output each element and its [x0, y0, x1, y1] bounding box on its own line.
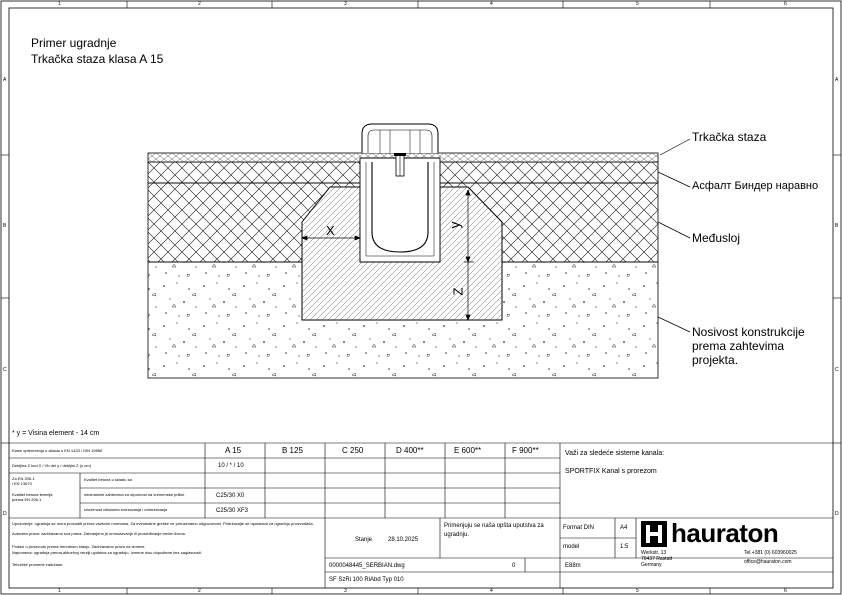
- note-technical-changes: Tehničke promene zadržane.: [12, 562, 64, 567]
- sheet-code: E88m: [565, 563, 581, 569]
- stanje-label: Stanje: [355, 537, 373, 543]
- standard-label-a: Za EN 206-1: [12, 476, 35, 481]
- system-name: SPORTFIX Kanal s prorezom: [565, 468, 657, 475]
- phone: Tel.+381 (0) 603960025: [744, 550, 797, 556]
- quality-sublabel-2: minimalnim zahtevima za otpornost na vremenske prilike: [84, 492, 185, 497]
- format-value: A4: [620, 525, 628, 531]
- quality-sublabel-3: Izloženost ciklusima smrzavanja i odmrzavanja: [84, 507, 168, 512]
- product-code: SF SzRi 100 RiAbd Typ 010: [329, 577, 404, 583]
- load-class-b125: B 125: [282, 446, 303, 455]
- address-line-2: 76437 Rastatt: [641, 556, 673, 562]
- address-line-3: Germany: [641, 562, 662, 568]
- col-number-2-bottom: 2: [198, 588, 201, 594]
- row-letter-b: B: [3, 223, 7, 229]
- load-class-c250: C 250: [342, 446, 364, 455]
- drawing-title: Primer ugradnje: [31, 36, 117, 50]
- col-number-1: 1: [58, 1, 61, 7]
- col-number-3: 3: [344, 1, 347, 7]
- file-name: 0000048445_SERBIAN.dwg: [329, 563, 405, 569]
- row-letter-a-right: A: [835, 77, 839, 83]
- col-number-5: 5: [636, 1, 639, 7]
- col-number-1-bottom: 1: [58, 588, 61, 594]
- callout-interlayer: Međusloj: [692, 231, 741, 245]
- footnote: * y = Visina element - 14 cm: [12, 430, 100, 437]
- note-product-data: Podaci o proizvodu prema trenutnom stanju. Zadržavamo pravo na izmene.: [12, 544, 146, 549]
- load-class-d400: D 400**: [396, 446, 424, 455]
- row-letter-b-right: B: [835, 223, 839, 229]
- col-number-2: 2: [198, 1, 201, 7]
- drawing-subtitle: Trkačka staza klasa A 15: [31, 52, 164, 66]
- col-number-5-bottom: 5: [636, 588, 639, 594]
- company-name: hauraton: [671, 518, 779, 548]
- thickness-row-label: Debljina Z kod X / Vb del y / debljini Z (u cm): [12, 463, 91, 468]
- row-letter-c: C: [3, 367, 7, 373]
- callout-subsoil-2: prema zahtevima: [692, 339, 785, 353]
- col-number-6: 6: [784, 1, 787, 7]
- callout-running-track: Trkačka staza: [692, 130, 767, 144]
- callout-subsoil-3: projekta.: [692, 353, 739, 367]
- email: office@hauraton.com: [744, 559, 792, 565]
- row-letter-d: D: [3, 511, 7, 517]
- system-heading: Važi za sledeće sisteme kanala:: [565, 450, 665, 457]
- thickness-row-value: 10 / * / 10: [218, 463, 244, 469]
- load-class-a15: A 15: [225, 446, 242, 455]
- format-label: Format DIN: [563, 525, 595, 531]
- concrete-quality-label: Kvalitet betona temelja: [12, 492, 53, 497]
- hauraton-logo-icon: [641, 521, 667, 547]
- row-letter-a: A: [3, 77, 7, 83]
- callout-subsoil-1: Nosivost konstrukcije: [692, 325, 805, 339]
- model-value: 1:5: [620, 544, 629, 550]
- standard-label-b: i EN 13670: [12, 481, 32, 486]
- note-installation: Napomena: ugradnja prema aktuelnoj verziji uputstva za ugradnju. Izmene nisu dopuštene bez saglasnosti.: [12, 550, 202, 555]
- note-copyright: Autorska prava: zadržavamo sva prava. Zabranjeno je umnožavanje ili prosleđivanje trećim licima.: [12, 531, 186, 536]
- concrete-value-x0: C25/30 X0: [216, 493, 245, 499]
- row-letter-c-right: C: [835, 367, 839, 373]
- load-class-f900: F 900**: [512, 446, 539, 455]
- stanje-date: 28.10.2025: [388, 537, 419, 543]
- callout-asphalt-binder: Асфалт Биндер наравно: [692, 180, 819, 192]
- col-number-3-bottom: 3: [344, 588, 347, 594]
- load-class-e600: E 600**: [454, 446, 482, 455]
- col-number-6-bottom: 6: [784, 588, 787, 594]
- model-label: model: [563, 544, 580, 550]
- instruction-note: Primenjuju se naša opšta uputstva za ugradnju.: [444, 523, 544, 538]
- address-line-1: Werkstr. 13: [641, 550, 667, 556]
- col-number-4: 4: [490, 1, 493, 7]
- row-letter-d-right: D: [835, 511, 839, 517]
- revision: 0: [512, 563, 516, 569]
- dimension-y-label: y: [446, 221, 463, 229]
- dimension-x-label: X: [326, 223, 335, 238]
- concrete-value-xf3: C25/30 XF3: [216, 508, 249, 514]
- dimension-z-label: Z: [450, 287, 466, 296]
- concrete-standard-label: prema EN 206-1: [12, 497, 42, 502]
- note-warning: Upozorenje: ugradnja se mora provoditi prema važećim normama. Za eventualne greške ne preuzimamo odgovornost. Pridržavajte se uputstava za ugradnju proizvođača.: [12, 521, 314, 526]
- quality-sublabel-1: Kvalitet betona u skladu sa: [84, 477, 132, 482]
- table-header-label: Klase opterećenja u skladu s EN 1433 / DIN 19580: [12, 448, 103, 453]
- col-number-4-bottom: 4: [490, 588, 493, 594]
